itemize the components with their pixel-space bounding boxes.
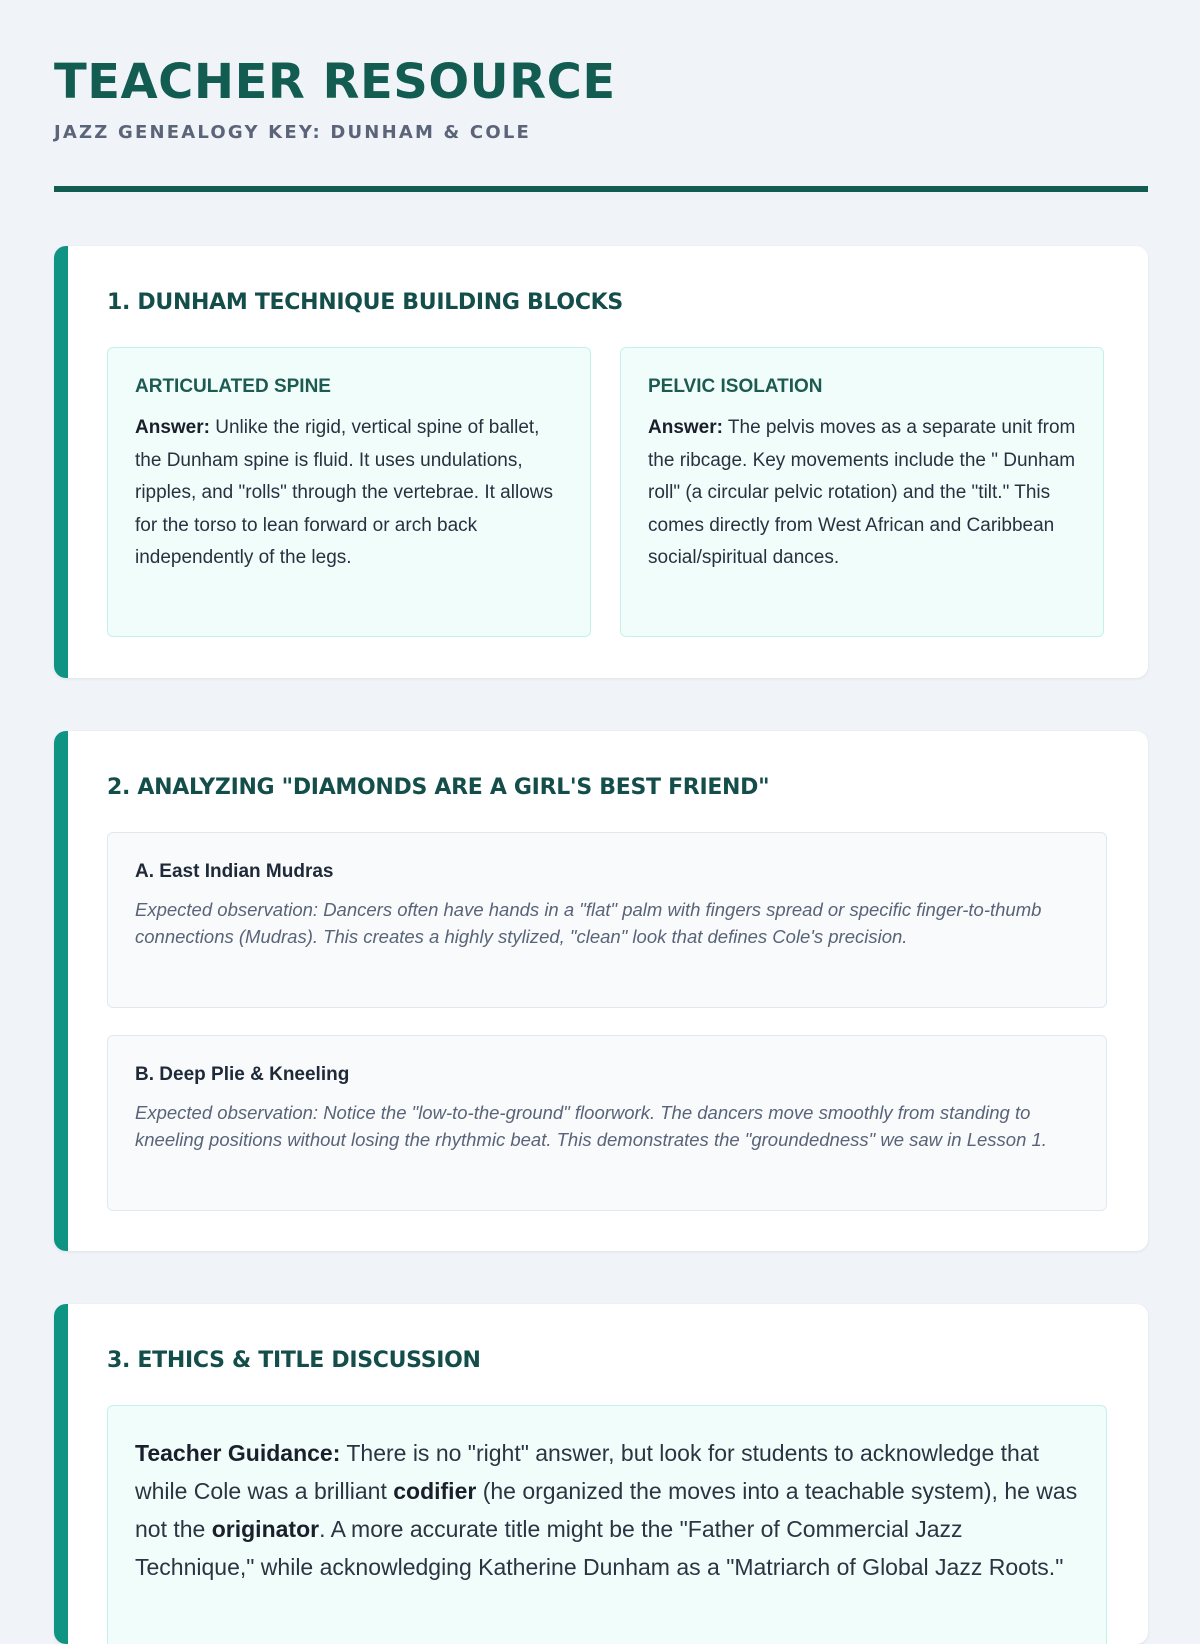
- guidance-text: [135, 1434, 1080, 1586]
- guidance-label: Teacher Guidance:: [135, 1440, 341, 1466]
- header-divider: [54, 186, 1148, 192]
- answer-text: The pelvis moves as a separate unit from the ribcage. Key movements include the " Dunham roll" (a circular pelvic rotation) and the "tilt." This comes directly from West African and Caribbean social/spiritual dances.: [648, 417, 1076, 568]
- observation-card-mudras: [107, 832, 1107, 1008]
- guidance-emphasis: codifier: [393, 1478, 477, 1504]
- guidance-text-part: (he organized the moves into a teachable system), he was not the: [135, 1478, 1078, 1542]
- concept-answer: [135, 412, 564, 575]
- concept-card-articulated-spine: [107, 347, 591, 637]
- concept-card-pelvic-isolation: [620, 347, 1104, 637]
- answer-label: Answer:: [135, 417, 210, 438]
- teacher-guidance-card: [107, 1405, 1107, 1644]
- section-title: 2. ANALYZING "DIAMONDS ARE A GIRL'S BEST FRIEND": [107, 775, 770, 800]
- guidance-text-part: . A more accurate title might be the "Father of Commercial Jazz Technique," while acknowledging Katherine Dunham as a "Matriarch of Global Jazz Roots.": [135, 1516, 1064, 1580]
- concept-title: ARTICULATED SPINE: [135, 376, 331, 397]
- page-subtitle: JAZZ GENEALOGY KEY: DUNHAM & COLE: [54, 122, 531, 143]
- section-dunham-technique: [54, 246, 1148, 678]
- answer-text: Unlike the rigid, vertical spine of ballet, the Dunham spine is fluid. It uses undulations, ripples, and "rolls" through the vertebrae. It allows for the torso to lean forward or arch back independently of the legs.: [135, 417, 553, 568]
- guidance-emphasis: originator: [211, 1516, 320, 1542]
- section-title: 1. DUNHAM TECHNIQUE BUILDING BLOCKS: [107, 290, 623, 315]
- guidance-text-part: There is no "right" answer, but look for students to acknowledge that while Cole was a brilliant: [135, 1440, 1040, 1504]
- observation-text: Expected observation: Notice the "low-to-the-ground" floorwork. The dancers move smoothly from standing to kneeling positions without losing the rhythmic beat. This demonstrates the "groundedness" we saw in Lesson 1.: [135, 1102, 1047, 1150]
- observation-title: A. East Indian Mudras: [135, 861, 334, 882]
- section-analyzing-diamonds: [54, 731, 1148, 1251]
- concept-answer: [648, 412, 1077, 575]
- answer-label: Answer:: [648, 417, 723, 438]
- observation-card-deep-plie: [107, 1035, 1107, 1211]
- concept-title: PELVIC ISOLATION: [648, 376, 823, 397]
- section-ethics-discussion: [54, 1304, 1148, 1644]
- page-title: TEACHER RESOURCE: [54, 54, 616, 110]
- observation-title: B. Deep Plie & Kneeling: [135, 1064, 350, 1085]
- section-title: 3. ETHICS & TITLE DISCUSSION: [107, 1348, 481, 1373]
- observation-text: Expected observation: Dancers often have hands in a "flat" palm with fingers spread or specific finger-to-thumb connections (Mudras). This creates a highly stylized, "clean" look that defines Cole's precision.: [135, 899, 1042, 947]
